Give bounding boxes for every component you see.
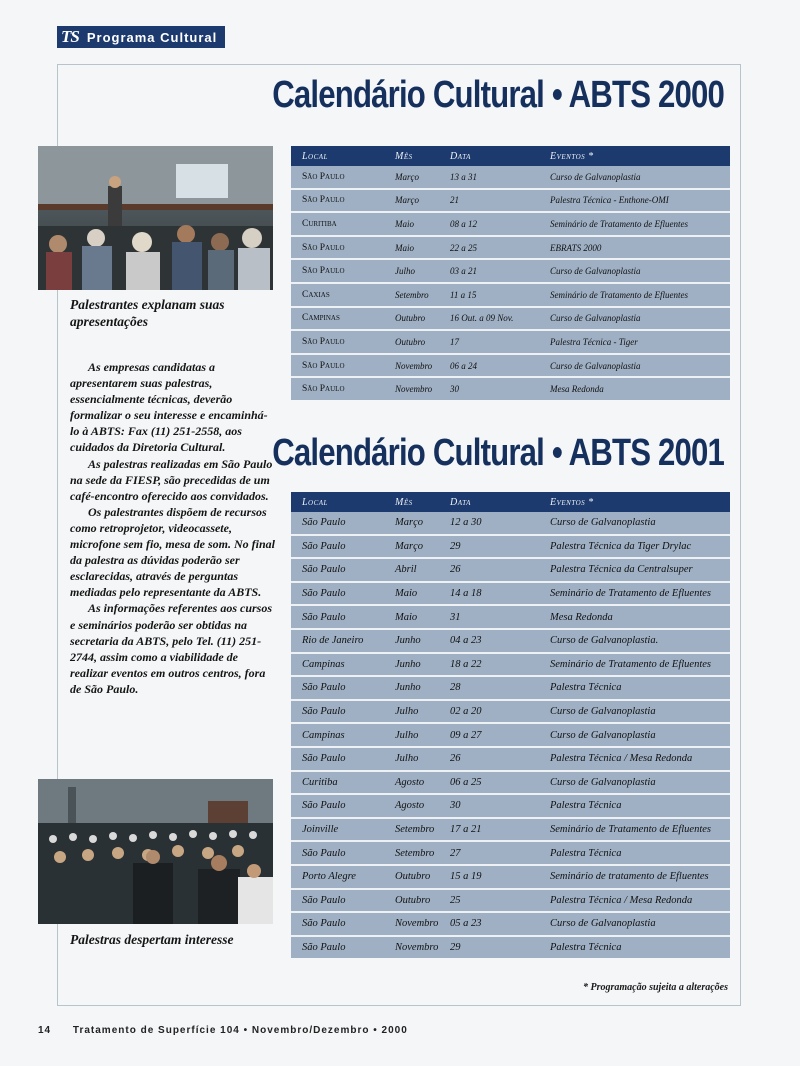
cell-mes: Junho	[384, 629, 439, 653]
cell-local: São Paulo	[291, 582, 384, 606]
table-row	[291, 330, 730, 354]
cell-evento: Palestra Técnica	[550, 941, 622, 953]
col-header-local: Local	[291, 492, 384, 512]
cell-mes: Abril	[384, 558, 439, 582]
photo2-caption: Palestras despertam interesse	[70, 932, 234, 947]
cell-local: Caxias	[291, 283, 384, 307]
cell-data: 15 a 19	[439, 865, 539, 889]
cell-evento: Seminário de Tratamento de Efluentes	[539, 818, 730, 842]
calendar-2000-table	[291, 146, 730, 400]
cell-mes: Maio	[384, 605, 439, 629]
cell-evento: EBRATS 2000	[539, 236, 730, 260]
magazine-logo: TS	[61, 27, 79, 46]
table-row	[291, 605, 730, 629]
publication-info: Tratamento de Superfície 104 • Novembro/Dezembro • 2000	[72, 1025, 408, 1036]
cell-local: São Paulo	[291, 747, 384, 771]
cell-data: 17	[439, 330, 539, 354]
table-row	[291, 794, 730, 818]
table-row	[291, 653, 730, 677]
table-row	[291, 700, 730, 724]
cell-data: 28	[439, 676, 539, 700]
cell-local: Campinas	[291, 653, 384, 677]
cell-mes: Julho	[384, 723, 439, 747]
cell-evento: Curso de Galvanoplastia.	[539, 629, 730, 653]
cell-data: 12 a 30	[439, 512, 539, 535]
cell-local: São Paulo	[302, 384, 345, 395]
cell-evento: Mesa Redonda	[550, 384, 604, 395]
cell-mes: Agosto	[384, 771, 439, 795]
cell-data: 27	[439, 841, 539, 865]
cell-data: 26	[439, 747, 539, 771]
audience-photo	[38, 779, 273, 924]
cell-mes: Maio	[384, 236, 439, 260]
cell-mes: Agosto	[384, 794, 439, 818]
cell-evento: Palestra Técnica - Tiger	[539, 330, 730, 354]
cell-local: Campinas	[291, 307, 384, 331]
cell-local: São Paulo	[291, 558, 384, 582]
cell-data: 04 a 23	[439, 629, 539, 653]
cell-data: 06 a 24	[439, 354, 539, 378]
cell-data: 31	[439, 605, 539, 629]
cell-mes: Setembro	[384, 841, 439, 865]
page-number: 14	[38, 1025, 52, 1036]
cell-mes: Outubro	[384, 330, 439, 354]
cell-data: 11 a 15	[439, 283, 539, 307]
cell-local: São Paulo	[291, 354, 384, 378]
cell-mes: Julho	[384, 259, 439, 283]
cell-local: São Paulo	[291, 841, 384, 865]
table-row	[291, 307, 730, 331]
table-header-row	[291, 492, 730, 512]
cell-data: 21	[439, 189, 539, 213]
cell-mes: Novembro	[384, 354, 439, 378]
cell-data: 13 a 31	[439, 166, 539, 189]
table-row	[291, 676, 730, 700]
cell-evento: Curso de Galvanoplastia	[539, 354, 730, 378]
cell-mes: Outubro	[384, 865, 439, 889]
cell-local: Curitiba	[291, 771, 384, 795]
table-row	[291, 283, 730, 307]
lecture-photo-illustration	[38, 146, 273, 290]
table-row	[291, 212, 730, 236]
table-row	[291, 512, 730, 535]
cell-mes: Outubro	[384, 889, 439, 913]
cell-local: São Paulo	[302, 941, 346, 953]
cell-data: 30	[439, 794, 539, 818]
cell-evento: Curso de Galvanoplastia	[539, 700, 730, 724]
cell-mes: Junho	[384, 676, 439, 700]
table-row	[291, 841, 730, 865]
cell-mes: Maio	[384, 582, 439, 606]
cell-local: Porto Alegre	[291, 865, 384, 889]
table-row	[291, 535, 730, 559]
cell-evento: Palestra Técnica - Enthone-OMI	[539, 189, 730, 213]
cell-local: São Paulo	[291, 189, 384, 213]
cell-evento: Curso de Galvanoplastia	[539, 166, 730, 189]
cell-local: São Paulo	[291, 912, 384, 936]
table-row	[291, 865, 730, 889]
cell-evento: Palestra Técnica	[539, 676, 730, 700]
cell-evento: Seminário de tratamento de Efluentes	[539, 865, 730, 889]
cell-evento: Mesa Redonda	[539, 605, 730, 629]
cell-evento: Palestra Técnica da Centralsuper	[539, 558, 730, 582]
col-header-data: Data	[439, 492, 539, 512]
table-row	[291, 889, 730, 913]
cell-local: São Paulo	[291, 535, 384, 559]
paragraph: As informações referentes aos cursos e seminários poderão ser obtidas na secretaria da ABTS, pelo Tel. (11) 251-2744, assim como a viabilidade de realizar eventos em outros centros, fora de São Paulo.	[70, 601, 273, 696]
cell-data: 16 Out. a 09 Nov.	[439, 307, 539, 331]
table-row	[291, 582, 730, 606]
cell-local: Rio de Janeiro	[291, 629, 384, 653]
cell-evento: Seminário de Tratamento de Efluentes	[539, 582, 730, 606]
audience-photo-illustration	[38, 779, 273, 924]
table-row	[291, 377, 730, 400]
col-header-mes: Mês	[384, 146, 439, 166]
cell-mes: Março	[384, 189, 439, 213]
cell-evento: Palestra Técnica / Mesa Redonda	[539, 747, 730, 771]
cell-evento: Palestra Técnica	[539, 841, 730, 865]
cell-data: 22 a 25	[439, 236, 539, 260]
section-label: Programa Cultural	[86, 29, 218, 45]
cell-mes: Novembro	[395, 941, 439, 953]
cell-local: São Paulo	[291, 889, 384, 913]
cell-mes: Novembro	[384, 912, 439, 936]
cell-evento: Palestra Técnica / Mesa Redonda	[539, 889, 730, 913]
table-row	[291, 236, 730, 260]
cell-local: São Paulo	[291, 236, 384, 260]
cell-mes: Julho	[384, 747, 439, 771]
cell-data: 29	[439, 535, 539, 559]
cell-mes: Março	[384, 535, 439, 559]
cell-local: Joinville	[291, 818, 384, 842]
table-row	[291, 723, 730, 747]
cell-evento: Seminário de Tratamento de Efluentes	[539, 212, 730, 236]
table-row	[291, 747, 730, 771]
cell-local: São Paulo	[291, 166, 384, 189]
paragraph: Os palestrantes dispõem de recursos como retroprojetor, videocassete, microfone sem fio, mesa de som. No final da palestra as dúvidas poderão ser esclarecidas, através de perguntas mediadas pelo representante da ABTS.	[70, 504, 275, 600]
cell-data: 29	[450, 941, 461, 953]
col-header-eventos: Eventos *	[539, 146, 730, 166]
table-row	[291, 771, 730, 795]
cell-evento: Seminário de Tratamento de Efluentes	[539, 283, 730, 307]
cell-data: 14 a 18	[439, 582, 539, 606]
cell-evento: Curso de Galvanoplastia	[539, 771, 730, 795]
table-row	[291, 629, 730, 653]
cell-mes: Maio	[384, 212, 439, 236]
cell-mes: Março	[384, 166, 439, 189]
cell-data: 08 a 12	[439, 212, 539, 236]
paragraph: As empresas candidatas a apresentarem suas palestras, essencialmente técnicas, deverão formalizar o seu interesse e encaminhá-lo à ABTS: Fax (11) 251-2558, aos cuidados da Diretoria Cultural.	[70, 360, 268, 455]
cell-local: São Paulo	[291, 330, 384, 354]
cell-mes: Junho	[384, 653, 439, 677]
cell-local: Campinas	[291, 723, 384, 747]
cell-data: 05 a 23	[439, 912, 539, 936]
cell-evento: Curso de Galvanoplastia	[539, 912, 730, 936]
cell-evento: Seminário de Tratamento de Efluentes	[539, 653, 730, 677]
calendar-2001-table	[291, 492, 730, 958]
table-row	[291, 912, 730, 936]
calendar-2000-title: Calendário Cultural • ABTS 2000	[272, 74, 724, 116]
article-body	[70, 359, 275, 697]
table-row	[291, 354, 730, 378]
cell-data: 25	[439, 889, 539, 913]
cell-local: São Paulo	[291, 605, 384, 629]
cell-evento: Palestra Técnica da Tiger Drylac	[539, 535, 730, 559]
cell-local: São Paulo	[291, 259, 384, 283]
cell-data: 30	[450, 384, 459, 395]
cell-data: 18 a 22	[439, 653, 539, 677]
photo1-caption: Palestrantes explanam suas apresentações	[70, 297, 225, 329]
cell-evento: Palestra Técnica	[539, 794, 730, 818]
col-header-eventos: Eventos *	[539, 492, 730, 512]
table-row	[291, 818, 730, 842]
cell-local: São Paulo	[291, 512, 384, 535]
cell-data: 09 a 27	[439, 723, 539, 747]
cell-local: Curitiba	[291, 212, 384, 236]
cell-mes: Julho	[384, 700, 439, 724]
cell-evento: Curso de Galvanoplastia	[539, 307, 730, 331]
calendar-2001-title: Calendário Cultural • ABTS 2001	[272, 432, 724, 474]
cell-local: São Paulo	[291, 700, 384, 724]
cell-mes: Outubro	[384, 307, 439, 331]
table-row	[291, 558, 730, 582]
cell-data: 02 a 20	[439, 700, 539, 724]
col-header-local: Local	[291, 146, 384, 166]
section-badge	[57, 26, 225, 48]
cell-data: 03 a 21	[439, 259, 539, 283]
col-header-data: Data	[439, 146, 539, 166]
table-header-row	[291, 146, 730, 166]
paragraph: As palestras realizadas em São Paulo na sede da FIESP, são precedidas de um café-encontro oferecido aos convidados.	[70, 456, 273, 503]
cell-data: 26	[439, 558, 539, 582]
table-row	[291, 189, 730, 213]
col-header-mes: Mês	[384, 492, 439, 512]
cell-evento: Curso de Galvanoplastia	[539, 723, 730, 747]
cell-mes: Setembro	[384, 818, 439, 842]
table-row	[291, 936, 730, 959]
cell-evento: Curso de Galvanoplastia	[539, 512, 730, 535]
cell-local: São Paulo	[291, 794, 384, 818]
cell-data: 06 a 25	[439, 771, 539, 795]
page-footer	[38, 1025, 408, 1036]
cell-local: São Paulo	[291, 676, 384, 700]
lecture-photo	[38, 146, 273, 290]
table-row	[291, 166, 730, 189]
table-row	[291, 259, 730, 283]
cell-evento: Curso de Galvanoplastia	[539, 259, 730, 283]
cell-mes: Março	[384, 512, 439, 535]
cell-data: 17 a 21	[439, 818, 539, 842]
cell-mes: Novembro	[395, 384, 433, 395]
cell-mes: Setembro	[384, 283, 439, 307]
schedule-note: * Programação sujeita a alterações	[583, 982, 728, 993]
